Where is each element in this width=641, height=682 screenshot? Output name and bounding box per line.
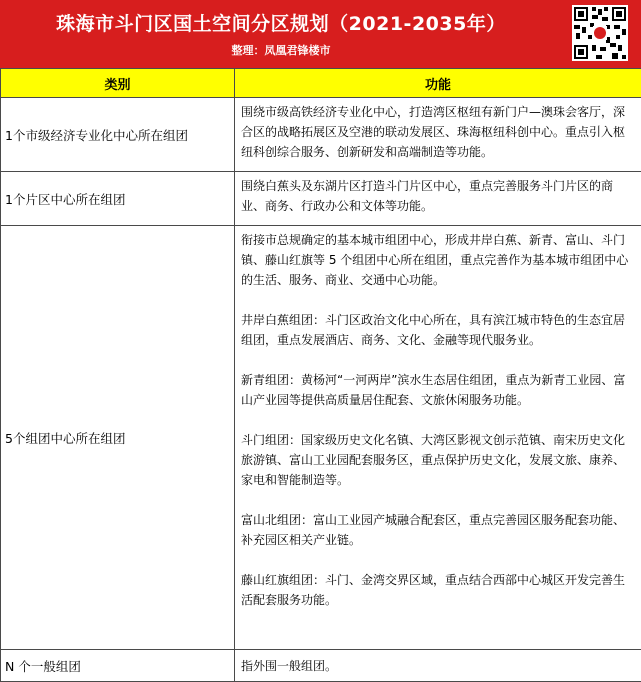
table-row (1, 98, 641, 172)
row-function (235, 172, 641, 226)
page-header (0, 0, 641, 68)
planning-table (0, 68, 641, 682)
function-paragraph: 藤山红旗组团：斗门、金湾交界区域，重点结合西部中心城区开发完善生活配套服务功能。 (241, 573, 626, 607)
function-paragraph: 指外围一般组团。 (241, 658, 338, 673)
function-paragraph: 井岸白蕉组团：斗门区政治文化中心所在，具有滨江城市特色的生态宜居组团，重点发展酒店、商务、文化、金融等现代服务业。 (241, 313, 626, 347)
column-header-function: 功能 (235, 69, 641, 98)
table-row (1, 172, 641, 226)
function-paragraph: 围绕市级高铁经济专业化中心，打造湾区枢纽有新门户—澳珠会客厅，深合区的战略拓展区及空港的联动发展区、珠海枢纽科创中心。重点引入枢纽科创综合服务、创新研发和高端制造等功能。 (241, 105, 626, 159)
function-paragraph: 围绕白蕉头及东湖片区打造斗门片区中心，重点完善服务斗门片区的商业、商务、行政办公和文体等功能。 (241, 179, 614, 213)
row-function (235, 226, 641, 650)
page-subtitle: 整理：凤凰君锋楼市 (231, 44, 331, 57)
row-category: 5个组团中心所在组团 (1, 226, 235, 650)
row-category: N 个一般组团 (1, 650, 235, 682)
table-row (1, 650, 641, 682)
function-paragraph: 新青组团：黄杨河“一河两岸”滨水生态居住组团，重点为新青工业园、富山产业园等提供高质量居住配套、文旅休闲服务功能。 (241, 373, 626, 407)
table-row (1, 226, 641, 650)
row-category: 1个片区中心所在组团 (1, 172, 235, 226)
table-header-row (1, 69, 641, 98)
function-paragraph: 斗门组团：国家级历史文化名镇、大湾区影视文创示范镇、南宋历史文化旅游镇、富山工业园配套服务区，重点保护历史文化，发展文旅、康养、家电和智能制造等。 (241, 433, 626, 487)
function-paragraph: 富山北组团：富山工业园产城融合配套区，重点完善园区服务配套功能、补充园区相关产业链。 (241, 513, 626, 547)
page-title: 珠海市斗门区国土空间分区规划（2021-2035年） (56, 13, 506, 35)
function-paragraph: 衔接市总规确定的基本城市组团中心，形成井岸白蕉、新青、富山、斗门镇、藤山红旗等 5 个组团中心所在组团，重点完善作为基本城市组团中心的生活、服务、商业、交通中心功能。 (241, 233, 629, 287)
row-function (235, 98, 641, 172)
row-function (235, 650, 641, 682)
row-category: 1个市级经济专业化中心所在组团 (1, 98, 235, 172)
column-header-category: 类别 (1, 69, 235, 98)
qr-code-icon (572, 5, 628, 61)
